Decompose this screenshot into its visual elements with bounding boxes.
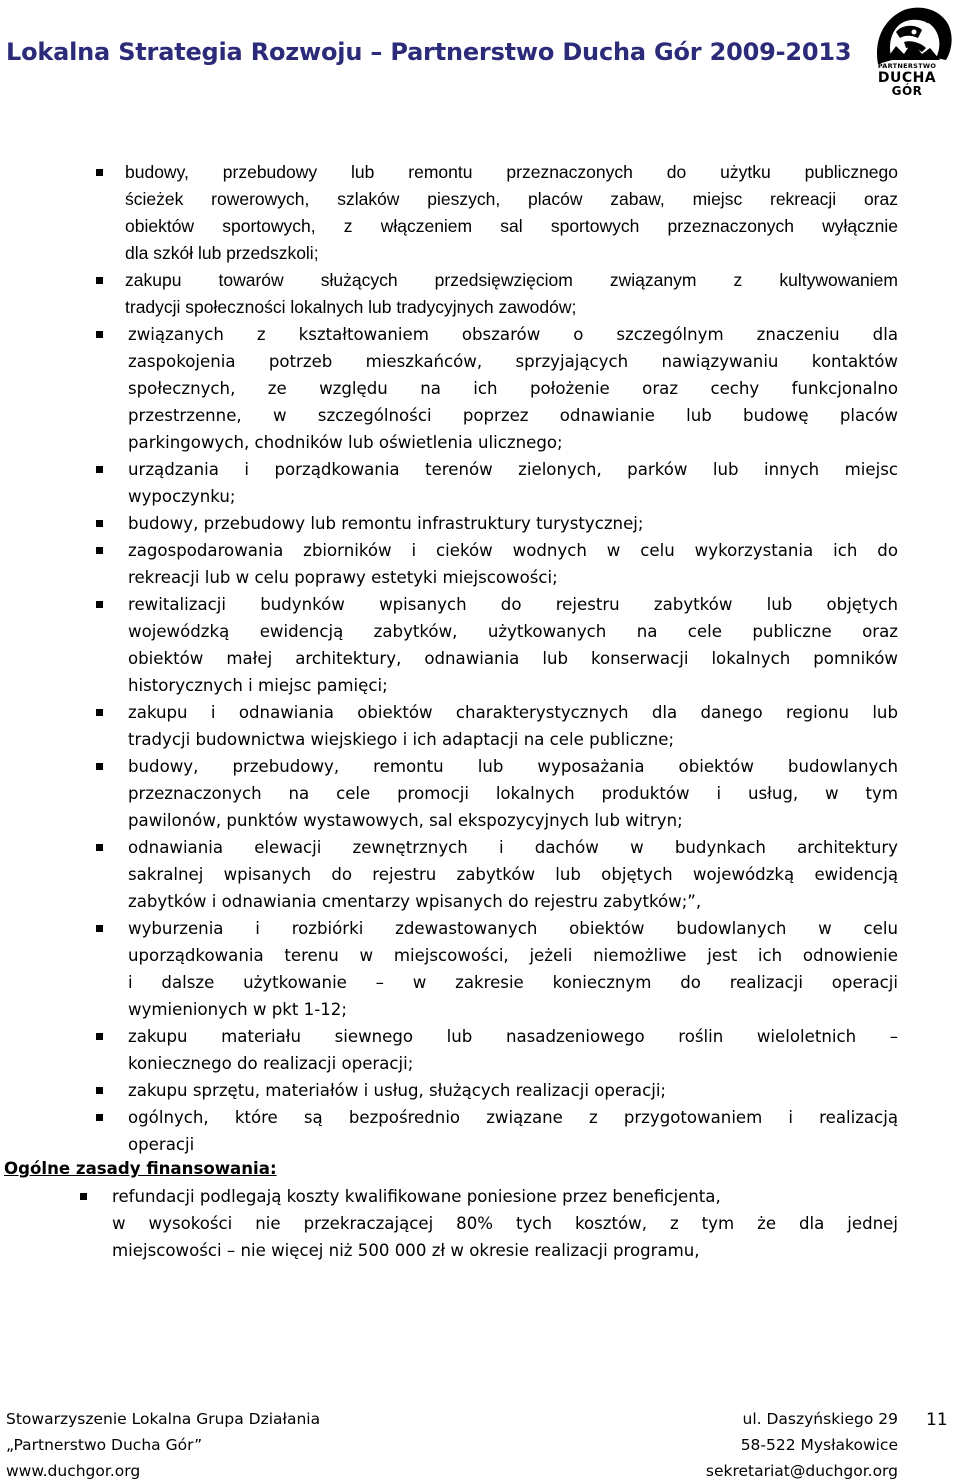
list-item-line: tradycji budownictwa wiejskiego i ich adaptacji na cele publiczne; bbox=[128, 730, 675, 749]
square-bullet-icon bbox=[96, 547, 103, 554]
logo-text-partnerstwo: PARTNERSTWO bbox=[877, 62, 937, 70]
footer-org-subname: „Partnerstwo Ducha Gór” bbox=[6, 1436, 203, 1454]
footer-city: 58-522 Mysłakowice bbox=[740, 1436, 898, 1454]
list-item-line: budowy, przebudowy, remontu lub wyposażania obiektów budowlanych bbox=[128, 757, 898, 776]
square-bullet-icon bbox=[80, 1193, 87, 1200]
list-item-line: wyburzenia i rozbiórki zdewastowanych obiektów budowlanych w celu bbox=[128, 919, 898, 938]
financing-heading: Ogólne zasady finansowania: bbox=[4, 1159, 277, 1178]
square-bullet-icon bbox=[96, 277, 103, 284]
list-item-line: pawilonów, punktów wystawowych, sal ekspozycyjnych lub witryn; bbox=[128, 811, 683, 830]
square-bullet-icon bbox=[96, 844, 103, 851]
list-item-line: rewitalizacji budynków wpisanych do rejestru zabytków lub objętych bbox=[128, 595, 898, 614]
list-item-line: koniecznego do realizacji operacji; bbox=[128, 1054, 414, 1073]
square-bullet-icon bbox=[96, 925, 103, 932]
list-item-line: urządzania i porządkowania terenów zielonych, parków lub innych miejsc bbox=[128, 460, 898, 479]
financing-line: refundacji podlegają koszty kwalifikowane poniesione przez beneficjenta, bbox=[112, 1187, 721, 1206]
footer-website-link[interactable]: www.duchgor.org bbox=[6, 1462, 141, 1480]
list-item-line: dla szkół lub przedszkoli; bbox=[125, 243, 319, 263]
list-item-line: społecznych, ze względu na ich położenie oraz cechy funkcjonalno bbox=[128, 379, 898, 398]
list-item-line: zaspokojenia potrzeb mieszkańców, sprzyjających nawiązywaniu kontaktów bbox=[128, 352, 898, 371]
square-bullet-icon bbox=[96, 601, 103, 608]
square-bullet-icon bbox=[96, 709, 103, 716]
list-item-line: związanych z kształtowaniem obszarów o szczególnym znaczeniu dla bbox=[128, 325, 898, 344]
list-item-line: wojewódzką ewidencją zabytków, użytkowanych na cele publiczne oraz bbox=[128, 622, 898, 641]
financing-line: w wysokości nie przekraczającej 80% tych kosztów, z tym że dla jednej bbox=[112, 1214, 898, 1233]
list-item-line: obiektów małej architektury, odnawiania lub konserwacji lokalnych pomników bbox=[128, 649, 898, 668]
list-item-line: tradycji społeczności lokalnych lub tradycyjnych zawodów; bbox=[125, 297, 577, 317]
list-item-line: operacji bbox=[128, 1135, 195, 1154]
footer-address bbox=[706, 1406, 898, 1484]
list-item-line: przestrzenne, w szczególności poprzez odnawianie lub budowę placów bbox=[128, 406, 898, 425]
footer-org-name: Stowarzyszenie Lokalna Grupa Działania bbox=[6, 1410, 321, 1428]
logo-text-gor: GÓR bbox=[891, 84, 923, 98]
list-item-line: zagospodarowania zbiorników i cieków wodnych w celu wykorzystania ich do bbox=[128, 541, 898, 560]
list-item-line: zakupu towarów służących przedsięwzięciom związanym z kultywowaniem bbox=[125, 270, 898, 290]
list-item-line: uporządkowania terenu w miejscowości, jeżeli niemożliwe jest ich odnowienie bbox=[128, 946, 898, 965]
list-item-line: ścieżek rowerowych, szlaków pieszych, placów zabaw, miejsc rekreacji oraz bbox=[125, 189, 898, 209]
square-bullet-icon bbox=[96, 466, 103, 473]
document-title: Lokalna Strategia Rozwoju – Partnerstwo Ducha Gór 2009-2013 bbox=[6, 38, 852, 66]
footer-organization bbox=[6, 1406, 320, 1484]
partnerstwo-ducha-gor-logo bbox=[856, 2, 958, 102]
footer-email-link[interactable]: sekretariat@duchgor.org bbox=[705, 1462, 898, 1480]
list-item-line: budowy, przebudowy lub remontu przeznaczonych do użytku publicznego bbox=[125, 162, 898, 182]
page-number: 11 bbox=[926, 1410, 948, 1430]
list-item-line: historycznych i miejsc pamięci; bbox=[128, 676, 388, 695]
list-item-line: zakupu materiału siewnego lub nasadzeniowego roślin wieloletnich – bbox=[128, 1027, 898, 1046]
list-item-line: sakralnej wpisanych do rejestru zabytków lub objętych wojewódzką ewidencją bbox=[128, 865, 898, 884]
square-bullet-icon bbox=[96, 763, 103, 770]
square-bullet-icon bbox=[96, 1087, 103, 1094]
financing-line: miejscowości – nie więcej niż 500 000 zł w okresie realizacji programu, bbox=[112, 1241, 700, 1260]
square-bullet-icon bbox=[96, 520, 103, 527]
list-item-line: zakupu i odnawiania obiektów charakterystycznych dla danego regionu lub bbox=[128, 703, 898, 722]
footer-street: ul. Daszyńskiego 29 bbox=[742, 1410, 898, 1428]
square-bullet-icon bbox=[96, 331, 103, 338]
list-item-line: budowy, przebudowy lub remontu infrastruktury turystycznej; bbox=[128, 514, 644, 533]
square-bullet-icon bbox=[96, 1033, 103, 1040]
list-item-line: zabytków i odnawiania cmentarzy wpisanych do rejestru zabytków;”, bbox=[128, 892, 702, 911]
list-item-line: zakupu sprzętu, materiałów i usług, służących realizacji operacji; bbox=[128, 1081, 667, 1100]
list-item-line: wypoczynku; bbox=[128, 487, 236, 506]
logo-text-ducha: DUCHA bbox=[877, 70, 937, 86]
list-item-line: i dalsze użytkowanie – w zakresie koniecznym do realizacji operacji bbox=[128, 973, 898, 992]
page-header bbox=[0, 0, 960, 108]
list-item-line: obiektów sportowych, z włączeniem sal sportowych przeznaczonych wyłącznie bbox=[125, 216, 898, 236]
list-item-line: przeznaczonych na cele promocji lokalnych produktów i usług, w tym bbox=[128, 784, 898, 803]
list-item-line: wymienionych w pkt 1-12; bbox=[128, 1000, 347, 1019]
list-item-line: odnawiania elewacji zewnętrznych i dachów w budynkach architektury bbox=[128, 838, 898, 857]
square-bullet-icon bbox=[96, 169, 103, 176]
list-item-line: ogólnych, które są bezpośrednio związane z przygotowaniem i realizacją bbox=[128, 1108, 898, 1127]
square-bullet-icon bbox=[96, 1114, 103, 1121]
list-item-line: parkingowych, chodników lub oświetlenia ulicznego; bbox=[128, 433, 563, 452]
list-item-line: rekreacji lub w celu poprawy estetyki miejscowości; bbox=[128, 568, 558, 587]
